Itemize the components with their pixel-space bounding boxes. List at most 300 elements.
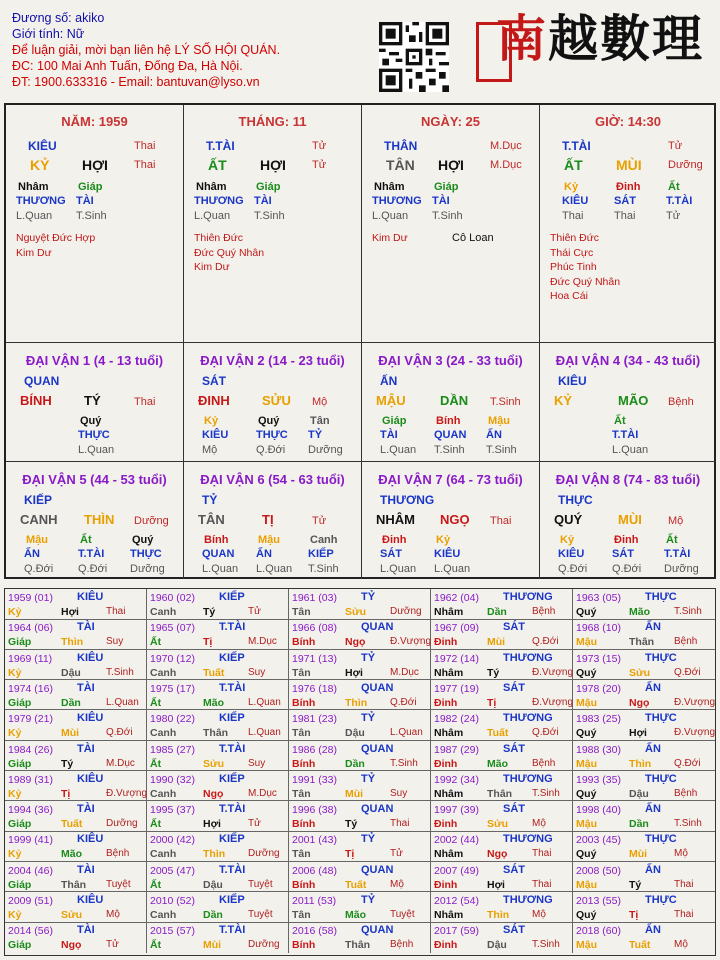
annual-year: 1997 (39) [434, 804, 479, 817]
annual-stem: Quý [576, 727, 597, 740]
annual-branch: Dậu [345, 727, 365, 740]
hidden-stem: Quý [132, 534, 154, 546]
annual-cell [147, 831, 289, 862]
annual-relation: T.Sinh [106, 666, 134, 678]
dai-van-branch: MÃO [618, 393, 649, 408]
annual-stem: Đinh [434, 878, 458, 891]
annual-stem: Bính [292, 818, 316, 831]
hidden-stem: Ất [80, 534, 92, 546]
annual-cell [5, 892, 147, 923]
annual-relation: Tuyệt [106, 878, 131, 890]
annual-relation: Thai [532, 878, 552, 890]
annual-stem: Kỷ [8, 848, 22, 861]
annual-stem: Quý [576, 666, 597, 679]
hidden-star: KIẾP [308, 548, 334, 560]
annual-branch: Hợi [629, 727, 647, 740]
annual-branch: Thìn [629, 757, 652, 770]
annual-cell [573, 831, 715, 862]
annual-branch: Ngọ [345, 636, 366, 649]
annual-year: 2004 (46) [8, 864, 53, 877]
annual-branch: Dần [345, 757, 365, 770]
dai-van-star: KIÊU [558, 374, 587, 388]
annual-relation: Q.Đới [532, 636, 559, 648]
address: ĐC: 100 Mai Anh Tuấn, Đống Đa, Hà Nội. [12, 59, 243, 73]
hidden-relation: L.Quan [78, 444, 115, 456]
annual-year: 2001 (43) [292, 834, 337, 847]
annual-year: 1989 (31) [8, 773, 53, 786]
annual-year: 1987 (29) [434, 743, 479, 756]
annual-relation: Bệnh [674, 636, 698, 648]
annual-cell [289, 710, 431, 741]
annual-cell [289, 801, 431, 832]
annual-year: 2017 (59) [434, 925, 479, 938]
annual-cell [431, 741, 573, 772]
annual-cell [573, 801, 715, 832]
annual-branch: Thân [203, 727, 229, 740]
annual-year: 2007 (49) [434, 864, 479, 877]
annual-cell [147, 589, 289, 620]
hidden-star: THỰC [130, 548, 162, 560]
annual-stem: Giáp [8, 939, 32, 952]
hidden-star: TỶ [308, 429, 323, 441]
hidden-relation: Tử [666, 210, 681, 222]
annual-year: 2011 (53) [292, 895, 337, 907]
shen-sha-star: Đức Quý Nhân [194, 246, 265, 259]
annual-cell [573, 710, 715, 741]
annual-cell [289, 771, 431, 802]
annual-year: 1999 (41) [8, 834, 53, 847]
annual-branch: Mùi [61, 727, 80, 740]
hidden-relation: Q.Đới [24, 563, 54, 575]
hidden-star: THƯƠNG [194, 195, 244, 207]
annual-cell [5, 922, 147, 953]
annual-star: QUAN [361, 924, 394, 937]
dai-van-branch: SỬU [262, 393, 291, 408]
annual-year: 1992 (34) [434, 773, 479, 786]
annual-star: ẤN [645, 681, 661, 694]
annual-branch: Dậu [203, 878, 223, 891]
annual-relation: Suy [248, 666, 266, 678]
annual-stem: Kỷ [8, 606, 22, 618]
annual-stem: Nhâm [434, 848, 464, 861]
annual-branch: Mão [487, 757, 508, 770]
annual-branch: Thân [487, 787, 513, 800]
annual-relation: Q.Đới [106, 727, 133, 739]
dai-van-branch: NGỌ [440, 512, 470, 527]
annual-star: THỰC [645, 712, 677, 725]
hidden-star: T.TÀI [664, 548, 691, 560]
annual-cell [573, 922, 715, 953]
annual-relation: M.Dục [390, 666, 419, 678]
annual-year: 1984 (26) [8, 743, 53, 756]
annual-cell [431, 771, 573, 802]
annual-cell [147, 650, 289, 681]
pillar-relation: Tử [312, 140, 327, 152]
hidden-stem: Đinh [614, 534, 639, 546]
hidden-star: T.TÀI [666, 195, 693, 207]
dai-van-stem: ĐINH [198, 393, 230, 408]
dai-van-title: ĐẠI VẬN 6 (54 - 63 tuổi) [200, 472, 345, 487]
annual-branch: Thìn [345, 696, 368, 709]
hidden-stem: Bính [436, 415, 461, 427]
hidden-stem: Mậu [258, 534, 280, 546]
hidden-relation: L.Quan [434, 563, 471, 575]
annual-star: KIÊU [77, 833, 104, 846]
annual-star: THƯƠNG [503, 591, 553, 603]
hidden-stem: Giáp [256, 181, 281, 193]
annual-star: TÀI [77, 863, 95, 876]
annual-cell [5, 801, 147, 832]
pillar-title: NĂM: 1959 [61, 114, 128, 129]
annual-stem: Kỷ [8, 909, 22, 921]
annual-relation: Bệnh [532, 606, 556, 617]
annual-cell [5, 619, 147, 650]
annual-branch: Tuất [61, 818, 83, 831]
annual-star: ẤN [645, 621, 661, 634]
hidden-relation: T.Sinh [76, 210, 107, 222]
annual-star: T.TÀI [219, 924, 246, 937]
pillar-0 [6, 105, 184, 343]
annual-stem: Đinh [434, 757, 458, 770]
dai-van-relation: Thai [490, 515, 512, 527]
dai-van-branch: THÌN [84, 512, 115, 527]
hidden-star: SÁT [614, 195, 636, 207]
hidden-relation: Dưỡng [308, 444, 343, 456]
annual-relation: L.Quan [248, 696, 281, 708]
hidden-star: QUAN [202, 548, 235, 560]
annual-branch: Mão [203, 696, 224, 709]
pillar-1 [184, 105, 362, 343]
annual-star: THƯƠNG [503, 772, 553, 785]
annual-stem: Quý [576, 787, 597, 800]
pillar-title: NGÀY: 25 [421, 114, 480, 129]
annual-relation: T.Sinh [532, 787, 560, 799]
hidden-stem: Canh [310, 534, 338, 546]
annual-relation: Dưỡng [106, 818, 138, 830]
hidden-relation: T.Sinh [434, 444, 465, 456]
annual-star: TỶ [361, 833, 376, 846]
annual-branch: Tị [629, 909, 639, 921]
annual-relation: Tử [248, 818, 261, 830]
annual-stem: Tân [292, 606, 311, 618]
hidden-star: TÀI [380, 429, 398, 441]
dai-van-title: ĐẠI VẬN 2 (14 - 23 tuổi) [200, 353, 345, 368]
annual-year: 2012 (54) [434, 895, 479, 907]
annual-stem: Kỷ [8, 787, 22, 800]
annual-relation: Suy [390, 787, 408, 799]
hidden-stem: Kỷ [560, 534, 575, 546]
annual-star: TỶ [361, 712, 376, 725]
annual-cell [573, 771, 715, 802]
annual-relation: Mộ [532, 909, 546, 920]
annual-branch: Ngọ [629, 696, 650, 709]
hidden-stem: Kỷ [204, 415, 219, 427]
annual-branch: Thìn [61, 636, 84, 649]
annual-relation: Tử [106, 939, 119, 951]
hidden-stem: Đinh [616, 181, 641, 193]
annual-cell [147, 862, 289, 893]
annual-relation: Bệnh [390, 939, 414, 951]
dai-van-star: THƯƠNG [380, 493, 435, 507]
dai-van-relation: Tử [312, 515, 327, 527]
annual-cell [289, 650, 431, 681]
annual-branch: Dần [203, 909, 223, 921]
annual-year: 1994 (36) [8, 804, 53, 817]
annual-cell [5, 771, 147, 802]
dai-van-branch: TỊ [262, 512, 274, 527]
hidden-relation: Thai [614, 210, 636, 222]
annual-branch: Ngọ [487, 848, 508, 861]
annual-star: KIÊU [77, 651, 104, 664]
annual-cell [5, 862, 147, 893]
annual-relation: Đ.Vượng [674, 696, 716, 708]
annual-stem: Canh [150, 606, 177, 618]
annual-star: T.TÀI [219, 681, 246, 694]
annual-star: THỰC [645, 894, 677, 906]
annual-star: TỶ [361, 772, 376, 785]
annual-relation: Dưỡng [248, 848, 280, 860]
dai-van-stem: CANH [20, 512, 58, 527]
annual-cell [573, 862, 715, 893]
annual-branch: Thân [345, 939, 371, 952]
annual-relation: Tử [390, 848, 403, 860]
annual-branch: Thân [61, 878, 87, 891]
annual-year: 1986 (28) [292, 743, 337, 756]
annual-stem: Ất [150, 818, 162, 831]
pillar-relation: M.Dục [490, 140, 522, 152]
annual-star: ẤN [645, 924, 661, 937]
annual-stem: Mậu [576, 818, 597, 831]
annual-year: 2016 (58) [292, 925, 337, 938]
annual-stem: Giáp [8, 818, 32, 831]
annual-star: TÀI [77, 742, 95, 755]
shen-sha-star: Đức Quý Nhân [550, 275, 621, 288]
annual-cell [289, 922, 431, 953]
dai-van-1 [6, 343, 184, 462]
annual-stem: Canh [150, 727, 177, 740]
annual-star: KIẾP [219, 712, 245, 725]
pillar-stem: ẤT [564, 157, 583, 173]
annual-relation: Mộ [390, 878, 404, 890]
annual-branch: Sửu [345, 606, 367, 618]
dai-van-star: SÁT [202, 374, 226, 388]
annual-relation: Mộ [106, 909, 120, 920]
annual-stem: Giáp [8, 636, 32, 649]
annual-year: 1971 (13) [292, 652, 337, 665]
annual-stem: Tân [292, 909, 311, 921]
annual-year: 1980 (22) [150, 713, 195, 726]
gender: Giới tính: Nữ [12, 27, 85, 41]
annual-branch: Mùi [629, 848, 648, 861]
annual-branch: Tị [61, 787, 71, 800]
annual-stem: Nhâm [434, 666, 464, 679]
annual-year: 2014 (56) [8, 925, 53, 938]
annual-relation: Q.Đới [674, 757, 701, 769]
annual-year: 1988 (30) [576, 743, 621, 756]
pillar-2 [362, 105, 540, 343]
annual-branch: Dần [61, 696, 81, 709]
shen-sha-star: Hoa Cái [550, 290, 588, 302]
annual-relation: Bệnh [674, 787, 698, 799]
annual-stem: Ất [150, 636, 162, 649]
annual-year: 1973 (15) [576, 652, 621, 665]
annual-relation: Thai [674, 909, 694, 920]
dai-van-relation: Bệnh [668, 396, 694, 408]
hidden-relation: T.Sinh [432, 210, 463, 222]
annual-cell [147, 680, 289, 711]
annual-stem: Nhâm [434, 727, 464, 740]
annual-branch: Sửu [487, 818, 509, 831]
annual-relation: T.Sinh [674, 606, 702, 617]
pillar-star: T.TÀI [562, 139, 591, 153]
annual-star: QUAN [361, 803, 394, 816]
annual-stem: Nhâm [434, 787, 464, 800]
annual-cell [573, 589, 715, 620]
annual-stem: Quý [576, 606, 597, 618]
annual-stem: Bính [292, 939, 316, 952]
annual-year: 1970 (12) [150, 652, 195, 665]
annual-relation: Đ.Vượng [674, 727, 716, 739]
shen-sha-star: Thái Cực [550, 246, 594, 259]
annual-relation: Thai [390, 818, 410, 830]
annual-relation: Đ.Vượng [106, 787, 148, 799]
hidden-star: ẤN [24, 548, 40, 560]
annual-cell [289, 680, 431, 711]
annual-year: 2018 (60) [576, 925, 621, 938]
annual-relation: L.Quan [248, 727, 281, 739]
annual-branch: Tý [345, 818, 358, 831]
annual-branch: Dần [629, 818, 649, 831]
annual-cell [147, 771, 289, 802]
annual-relation: Dưỡng [390, 606, 422, 617]
hidden-relation: L.Quan [16, 210, 53, 222]
pillar-title: GIỜ: 14:30 [594, 114, 661, 129]
annual-year: 1969 (11) [8, 652, 53, 665]
annual-cell [147, 619, 289, 650]
annual-relation: Đ.Vượng [532, 666, 574, 678]
annual-cell [431, 650, 573, 681]
dai-van-relation: Mộ [312, 396, 328, 408]
hidden-star: QUAN [434, 429, 467, 441]
annual-stem: Mậu [576, 696, 597, 709]
annual-branch: Sửu [203, 757, 225, 770]
hidden-stem: Giáp [382, 415, 407, 427]
annual-year: 1972 (14) [434, 652, 479, 665]
annual-cell [573, 680, 715, 711]
annual-relation: Dưỡng [248, 939, 280, 951]
hidden-star: THỰC [78, 429, 110, 441]
pillar-stem: TÂN [386, 157, 415, 173]
phone-email: ĐT: 1900.633316 - Email: bantuvan@lyso.vn [12, 75, 260, 89]
hidden-relation: L.Quan [380, 563, 417, 575]
annual-branch: Ngọ [61, 939, 82, 952]
annual-branch: Thìn [487, 909, 510, 921]
annual-stem: Canh [150, 666, 177, 679]
annual-stem: Mậu [576, 878, 597, 891]
annual-cell [431, 831, 573, 862]
annual-year: 1991 (33) [292, 773, 337, 786]
annual-star: THỰC [645, 591, 677, 603]
hidden-star: SÁT [380, 548, 402, 560]
dai-van-relation: T.Sinh [490, 396, 521, 408]
annual-year: 1975 (17) [150, 682, 195, 695]
annual-year: 1990 (32) [150, 773, 195, 786]
qr-code-icon[interactable] [379, 22, 449, 92]
dai-van-7 [362, 462, 540, 579]
annual-star: T.TÀI [219, 742, 246, 755]
annual-year: 1961 (03) [292, 592, 337, 604]
hidden-star: KIÊU [202, 429, 229, 441]
annual-year: 1962 (04) [434, 592, 479, 604]
hidden-stem: Kỷ [436, 534, 451, 546]
annual-star: QUAN [361, 681, 394, 694]
annual-branch: Tị [203, 636, 213, 649]
annual-cell [431, 619, 573, 650]
hidden-relation: Q.Đới [558, 563, 588, 575]
annual-cell [5, 741, 147, 772]
hidden-relation: L.Quan [202, 563, 239, 575]
pillar-relation: Tử [668, 140, 683, 152]
annual-relation: Thai [106, 606, 126, 617]
dai-van-stem: MẬU [376, 393, 406, 408]
hidden-stem: Đinh [382, 534, 407, 546]
annual-star: SÁT [503, 803, 525, 816]
hidden-star: THƯƠNG [16, 195, 66, 207]
annual-star: T.TÀI [219, 803, 246, 816]
annual-star: KIẾP [219, 772, 245, 785]
hidden-stem: Kỷ [564, 181, 579, 193]
annual-relation: Tuyệt [248, 878, 273, 890]
pillar-star: THÂN [384, 139, 418, 153]
annual-relation: T.Sinh [532, 939, 560, 951]
hidden-stem: Nhâm [374, 181, 405, 193]
annual-year: 1966 (08) [292, 622, 337, 635]
annual-star: THƯƠNG [503, 712, 553, 725]
pillar-3 [540, 105, 716, 343]
hidden-star: THƯƠNG [372, 195, 422, 207]
annual-cell [5, 680, 147, 711]
pillar-relation: Thai [134, 140, 156, 152]
annual-relation: Thai [532, 848, 552, 860]
annual-year: 2002 (44) [434, 834, 479, 847]
annual-year: 2000 (42) [150, 834, 195, 847]
annual-year: 2015 (57) [150, 925, 195, 938]
annual-star: TÀI [77, 681, 95, 694]
annual-stem: Nhâm [434, 909, 464, 921]
hidden-star: T.TÀI [612, 429, 639, 441]
dai-van-stem: QUÝ [554, 512, 583, 527]
annual-star: TÀI [77, 621, 95, 634]
hidden-star: ẤN [486, 429, 502, 441]
annual-relation: Mộ [532, 818, 546, 830]
annual-fortune-grid [4, 588, 716, 956]
annual-cell [573, 650, 715, 681]
annual-year: 1965 (07) [150, 622, 195, 635]
annual-stem: Mậu [576, 636, 597, 649]
annual-stem: Giáp [8, 878, 32, 891]
dai-van-relation: Dưỡng [134, 515, 169, 527]
dai-van-5 [6, 462, 184, 579]
annual-star: TỶ [361, 894, 376, 906]
annual-branch: Mão [629, 606, 650, 618]
annual-branch: Thân [629, 636, 655, 649]
dai-van-title: ĐẠI VẬN 8 (74 - 83 tuổi) [555, 472, 701, 487]
annual-branch: Thìn [203, 848, 226, 861]
annual-year: 1996 (38) [292, 804, 337, 817]
hidden-relation: T.Sinh [308, 563, 339, 575]
annual-branch: Mùi [203, 939, 222, 952]
dai-van-star: TỶ [202, 493, 218, 507]
